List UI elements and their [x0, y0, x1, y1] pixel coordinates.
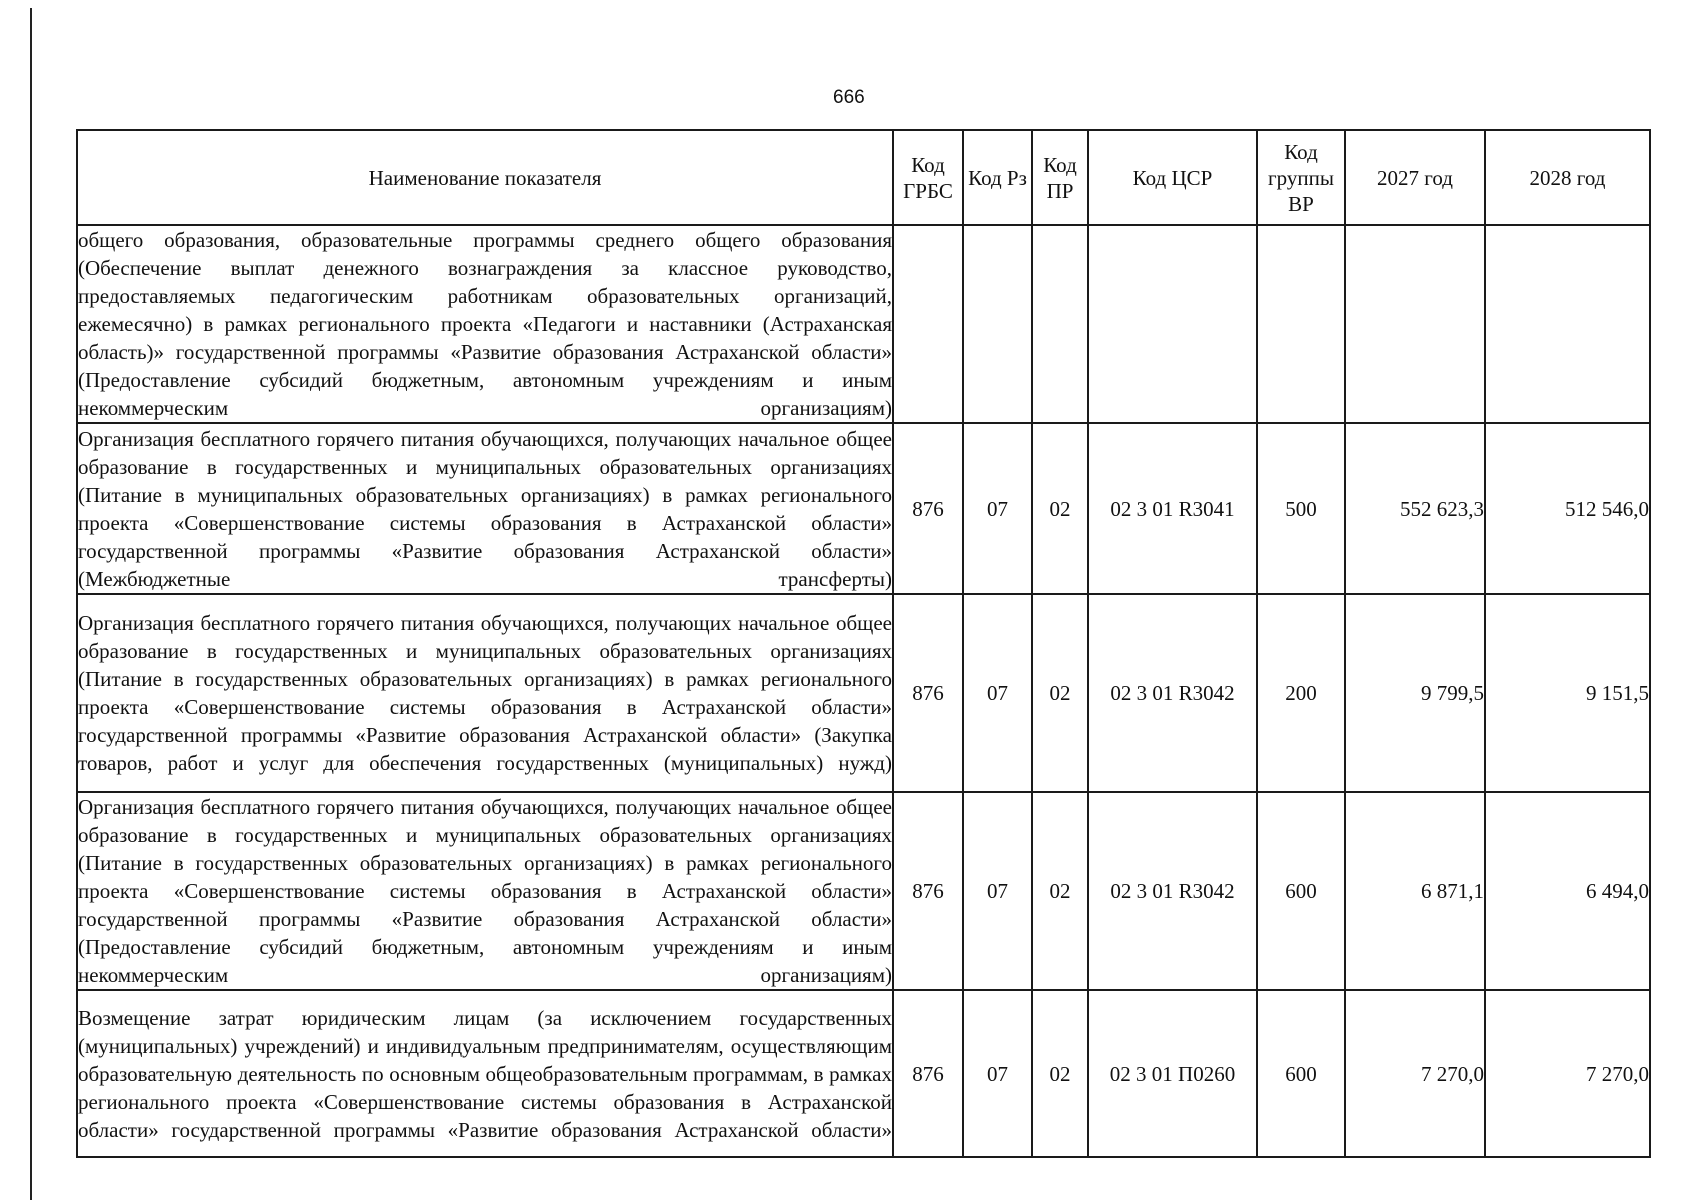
row-name: Организация бесплатного горячего питания обучающихся, получающих начальное общее образование в государственных и муниципальных образовательных организациях (Питание в муниципальных образовательных организациях) в рамках регионального проекта «Совершенствование системы образования в Астраханской области» государственной программы «Развитие образования Астраханской области» (Межбюджетные трансферты)	[77, 423, 893, 594]
row-2028: 9 151,5	[1485, 594, 1650, 792]
table-row	[77, 990, 1650, 1157]
header-csr: Код ЦСР	[1088, 130, 1257, 225]
row-rz: 07	[963, 990, 1032, 1157]
row-vr: 600	[1257, 990, 1345, 1157]
table-header-row	[77, 130, 1650, 225]
header-2027: 2027 год	[1345, 130, 1485, 225]
row-pr: 02	[1032, 990, 1088, 1157]
header-rz: Код Рз	[963, 130, 1032, 225]
row-grbs	[893, 225, 963, 423]
row-vr	[1257, 225, 1345, 423]
row-pr: 02	[1032, 594, 1088, 792]
row-pr: 02	[1032, 423, 1088, 594]
budget-table	[76, 129, 1651, 1158]
table-row	[77, 594, 1650, 792]
row-grbs: 876	[893, 594, 963, 792]
table-row	[77, 225, 1650, 423]
row-name: Возмещение затрат юридическим лицам (за исключением государственных (муниципальных) учреждений) и индивидуальным предпринимателям, осуществляющим образовательную деятельность по основным общеобразовательным программам, в рамках регионального проекта «Совершенствование системы образования в Астраханской области» государственной программы «Развитие образования Астраханской области»	[77, 990, 893, 1157]
row-2028: 7 270,0	[1485, 990, 1650, 1157]
header-name: Наименование показателя	[77, 130, 893, 225]
page-margin-rule	[30, 8, 32, 1200]
row-2028	[1485, 225, 1650, 423]
header-grbs: Код ГРБС	[893, 130, 963, 225]
row-csr: 02 3 01 R3042	[1088, 594, 1257, 792]
header-pr: Код ПР	[1032, 130, 1088, 225]
row-name: Организация бесплатного горячего питания обучающихся, получающих начальное общее образование в государственных и муниципальных образовательных организациях (Питание в государственных образовательных организациях) в рамках регионального проекта «Совершенствование системы образования в Астраханской области» государственной программы «Развитие образования Астраханской области» (Закупка товаров, работ и услуг для обеспечения государственных (муниципальных) нужд)	[77, 594, 893, 792]
page-number: 666	[833, 87, 865, 108]
row-rz: 07	[963, 594, 1032, 792]
row-grbs: 876	[893, 423, 963, 594]
row-csr	[1088, 225, 1257, 423]
row-2027	[1345, 225, 1485, 423]
header-vr: Код группы ВР	[1257, 130, 1345, 225]
row-rz: 07	[963, 792, 1032, 990]
row-csr: 02 3 01 R3041	[1088, 423, 1257, 594]
row-pr	[1032, 225, 1088, 423]
row-rz	[963, 225, 1032, 423]
row-name: общего образования, образовательные программы среднего общего образования (Обеспечение выплат денежного вознаграждения за классное руководство, предоставляемых педагогическим работникам образовательных организаций, ежемесячно) в рамках регионального проекта «Педагоги и наставники (Астраханская область)» государственной программы «Развитие образования Астраханской области» (Предоставление субсидий бюджетным, автономным учреждениям и иным некоммерческим организациям)	[77, 225, 893, 423]
row-grbs: 876	[893, 792, 963, 990]
header-2028: 2028 год	[1485, 130, 1650, 225]
row-vr: 600	[1257, 792, 1345, 990]
row-vr: 500	[1257, 423, 1345, 594]
row-name: Организация бесплатного горячего питания обучающихся, получающих начальное общее образование в государственных и муниципальных образовательных организациях (Питание в государственных образовательных организациях) в рамках регионального проекта «Совершенствование системы образования в Астраханской области» государственной программы «Развитие образования Астраханской области» (Предоставление субсидий бюджетным, автономным учреждениям и иным некоммерческим организациям)	[77, 792, 893, 990]
row-2027: 552 623,3	[1345, 423, 1485, 594]
row-2028: 512 546,0	[1485, 423, 1650, 594]
row-2027: 9 799,5	[1345, 594, 1485, 792]
row-csr: 02 3 01 П0260	[1088, 990, 1257, 1157]
row-rz: 07	[963, 423, 1032, 594]
row-csr: 02 3 01 R3042	[1088, 792, 1257, 990]
table-row	[77, 792, 1650, 990]
table-row	[77, 423, 1650, 594]
row-grbs: 876	[893, 990, 963, 1157]
row-2027: 7 270,0	[1345, 990, 1485, 1157]
row-vr: 200	[1257, 594, 1345, 792]
row-2027: 6 871,1	[1345, 792, 1485, 990]
row-2028: 6 494,0	[1485, 792, 1650, 990]
row-pr: 02	[1032, 792, 1088, 990]
